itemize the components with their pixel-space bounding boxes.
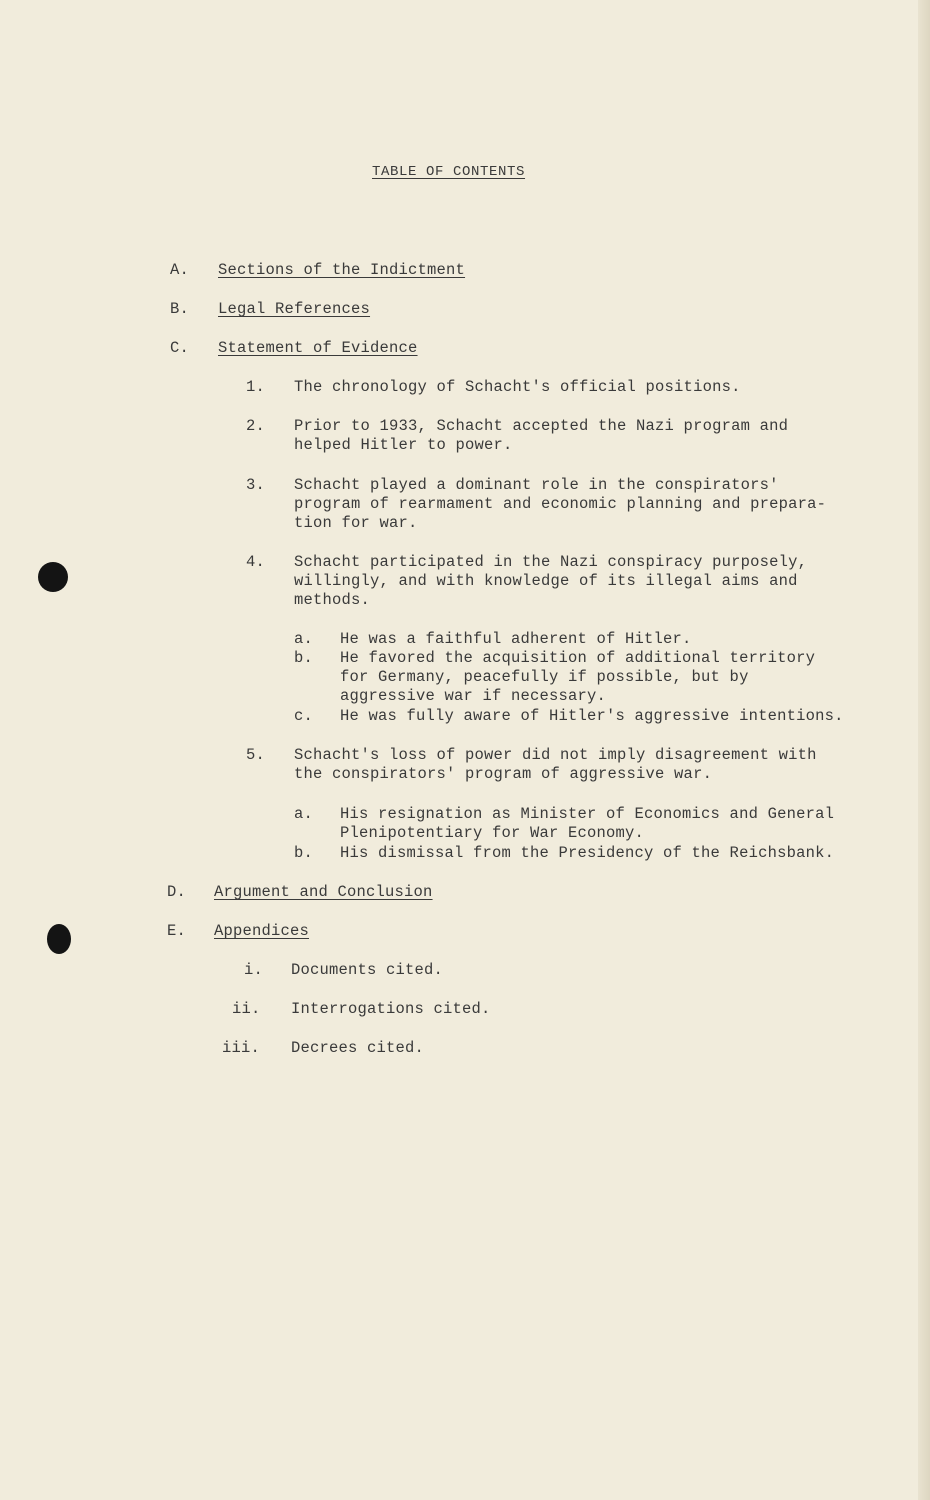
punch-hole-top [38,562,68,592]
section-c-label: Statement of Evidence [218,339,418,357]
item-4c-line-1: He was fully aware of Hitler's aggressive intentions. [340,707,844,725]
appendix-i-label: Documents cited. [291,961,444,979]
section-a-label: Sections of the Indictment [218,261,466,279]
item-4b-line-1: He favored the acquisition of additional territory [340,649,816,667]
item-5a-letter: a. [294,805,314,823]
appendix-iii-label: Decrees cited. [291,1039,425,1057]
item-5b-letter: b. [294,844,314,862]
item-4-line-1: Schacht participated in the Nazi conspiracy purposely, [294,553,808,571]
item-5-line-1: Schacht's loss of power did not imply disagreement with [294,746,817,764]
item-5a-line-2: Plenipotentiary for War Economy. [340,824,645,842]
item-3-line-3: tion for war. [294,514,418,532]
item-5-line-2: the conspirators' program of aggressive war. [294,765,713,783]
section-d-marker: D. [167,883,187,901]
item-1-line-1: The chronology of Schacht's official positions. [294,378,741,396]
item-4-line-3: methods. [294,591,371,609]
item-3-line-1: Schacht played a dominant role in the conspirators' [294,476,779,494]
page-edge [918,0,930,1500]
item-4b-line-3: aggressive war if necessary. [340,687,607,705]
item-2-number: 2. [246,417,266,435]
appendix-iii-number: iii. [222,1039,261,1057]
appendix-ii-label: Interrogations cited. [291,1000,491,1018]
section-b-marker: B. [170,300,190,318]
appendix-i-number: i. [244,961,264,979]
item-1-number: 1. [246,378,266,396]
item-3-number: 3. [246,476,266,494]
section-e-label: Appendices [214,922,310,940]
item-2-line-2: helped Hitler to power. [294,436,513,454]
section-d-label: Argument and Conclusion [214,883,433,901]
item-4c-letter: c. [294,707,314,725]
item-4b-letter: b. [294,649,314,667]
item-4a-letter: a. [294,630,314,648]
item-5-number: 5. [246,746,266,764]
item-5b-line-1: His dismissal from the Presidency of the Reichsbank. [340,844,835,862]
item-5a-line-1: His resignation as Minister of Economics and General [340,805,835,823]
item-4-number: 4. [246,553,266,571]
item-4b-line-2: for Germany, peacefully if possible, but by [340,668,749,686]
section-a-marker: A. [170,261,190,279]
item-3-line-2: program of rearmament and economic planning and prepara- [294,495,827,513]
item-4-line-2: willingly, and with knowledge of its illegal aims and [294,572,798,590]
item-4a-line-1: He was a faithful adherent of Hitler. [340,630,692,648]
section-c-marker: C. [170,339,190,357]
item-2-line-1: Prior to 1933, Schacht accepted the Nazi program and [294,417,789,435]
section-b-label: Legal References [218,300,371,318]
punch-hole-bottom [47,924,71,954]
section-e-marker: E. [167,922,187,940]
appendix-ii-number: ii. [232,1000,261,1018]
page-title: TABLE OF CONTENTS [372,164,526,180]
